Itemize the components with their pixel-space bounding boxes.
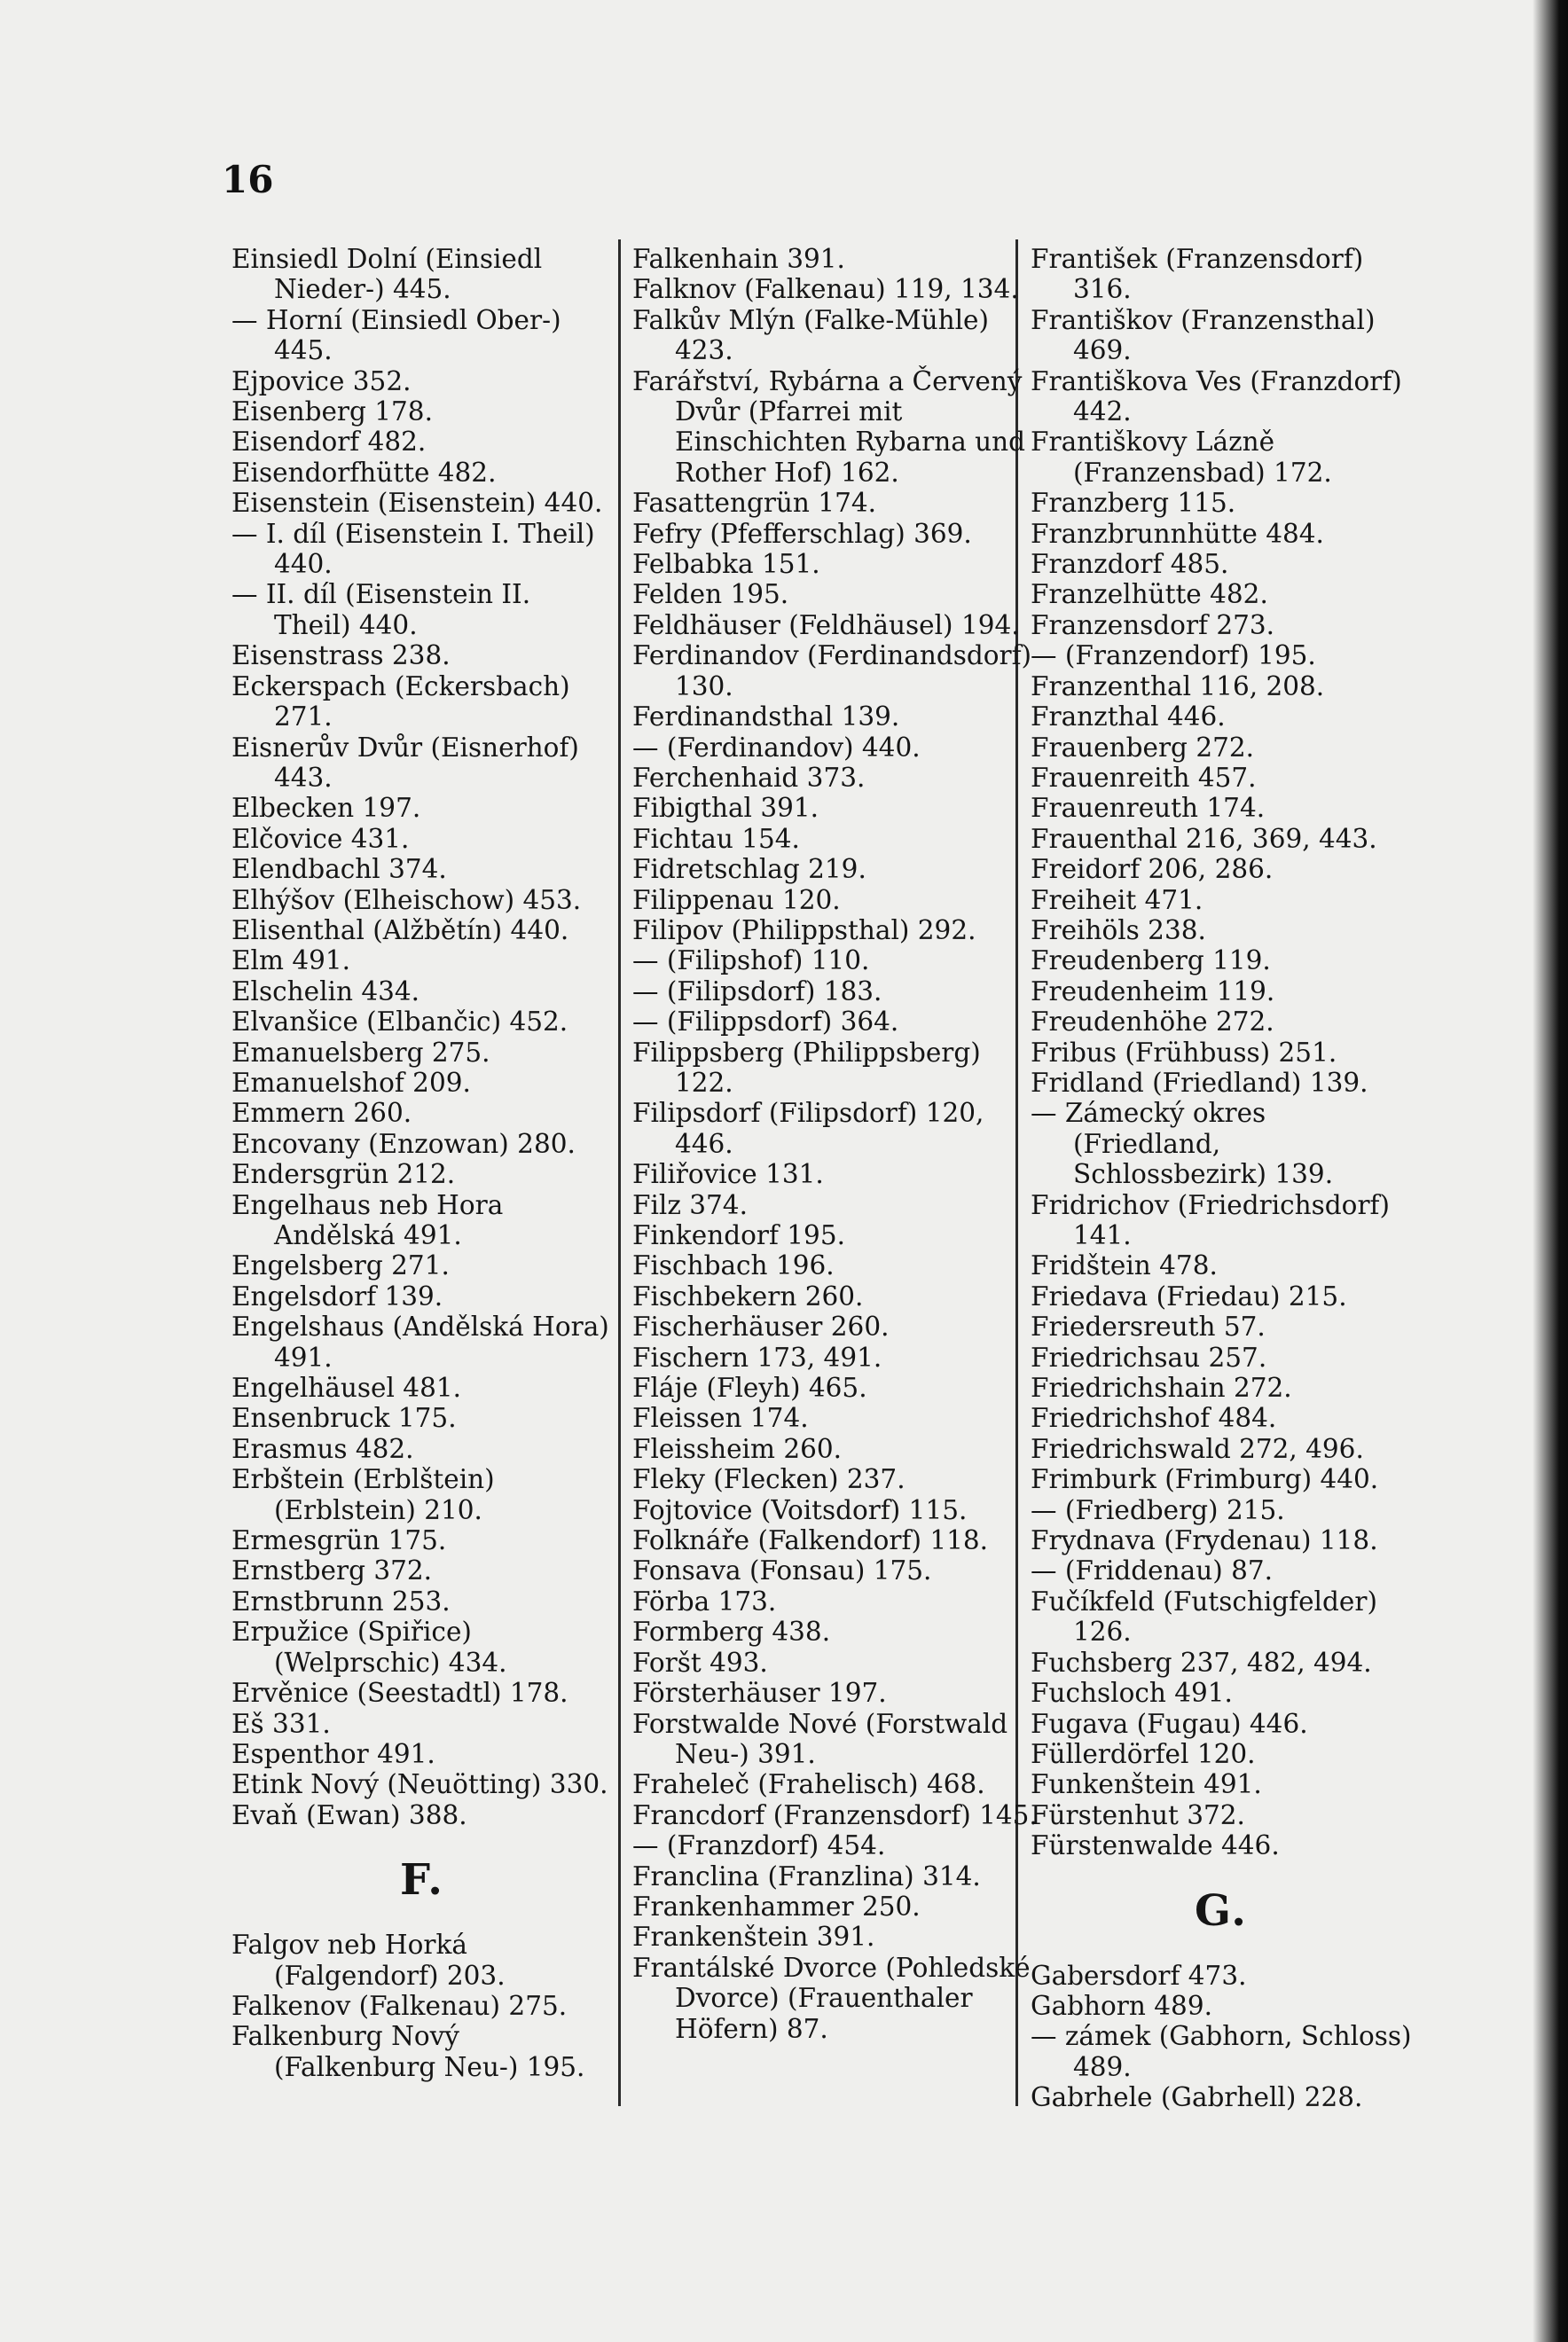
index-entry: Fefry (Pfefferschlag) 369. — [632, 518, 972, 549]
index-entry: Etink Nový (Neuötting) 330. — [231, 1769, 608, 1800]
index-entry: Fischbach 196. — [632, 1250, 835, 1281]
index-entry: Gabersdorf 473. — [1031, 1960, 1247, 1991]
index-entry: Freudenheim 119. — [1031, 975, 1275, 1007]
index-entry: — (Franzendorf) 195. — [1031, 640, 1316, 671]
index-entry: — Zámecký okres (Friedland, Schlossbezirk) 139. — [1031, 1098, 1334, 1190]
index-entry: Ernstbrunn 253. — [231, 1586, 451, 1617]
index-entry: Ervěnice (Seestadtl) 178. — [231, 1678, 568, 1709]
index-entry: Franzberg 115. — [1031, 488, 1236, 519]
index-entry: Eš 331. — [231, 1708, 331, 1739]
index-entry: Frankenštein 391. — [632, 1922, 875, 1953]
index-entry: Förba 173. — [632, 1586, 777, 1617]
index-entry: Freudenhöhe 272. — [1031, 1007, 1274, 1038]
index-entry: Ernstberg 372. — [231, 1555, 433, 1586]
index-entry: Ejpovice 352. — [231, 365, 412, 396]
index-entry: — (Friddenau) 87. — [1031, 1555, 1274, 1586]
index-entry: Friedrichswald 272, 496. — [1031, 1433, 1364, 1464]
index-entry: Espenthor 491. — [231, 1738, 435, 1769]
index-entry: Erbštein (Erblštein) (Erblstein) 210. — [231, 1464, 495, 1525]
index-entry: Emanuelsberg 275. — [231, 1037, 490, 1068]
index-entry: Freidorf 206, 286. — [1031, 854, 1274, 885]
index-entry: — I. díl (Eisenstein I. Theil) 440. — [231, 518, 595, 580]
index-entry: Falknov (Falkenau) 119, 134. — [632, 274, 1019, 305]
index-entry: František (Franzensdorf) 316. — [1031, 244, 1364, 305]
index-entry: Försterhäuser 197. — [632, 1678, 887, 1709]
index-entry: Fonsava (Fonsau) 175. — [632, 1555, 932, 1586]
index-entry: Friedrichsau 257. — [1031, 1342, 1267, 1373]
index-entry: Felden 195. — [632, 579, 789, 610]
section-heading: G. — [1195, 1885, 1248, 1936]
index-entry: Franzbrunnhütte 484. — [1031, 518, 1324, 549]
index-entry: Fuchsloch 491. — [1031, 1678, 1233, 1709]
index-entry: Formberg 438. — [632, 1617, 831, 1648]
page-number: 16 — [222, 158, 274, 201]
index-entry: Franzensdorf 273. — [1031, 609, 1275, 640]
index-entry: Endersgrün 212. — [231, 1159, 456, 1190]
section-heading: F. — [400, 1855, 444, 1906]
index-entry: Fibigthal 391. — [632, 793, 819, 824]
index-entry: — zámek (Gabhorn, Schloss) 489. — [1031, 2021, 1412, 2082]
index-entry: Encovany (Enzowan) 280. — [231, 1128, 576, 1159]
index-entry: Fuchsberg 237, 482, 494. — [1031, 1647, 1372, 1678]
index-entry: Elendbachl 374. — [231, 854, 447, 885]
index-entry: Felbabka 151. — [632, 549, 820, 580]
index-entry: Freiheit 471. — [1031, 884, 1203, 915]
index-entry: Francdorf (Franzensdorf) 145. — [632, 1799, 1038, 1830]
index-entry: Filippsberg (Philippsberg) 122. — [632, 1037, 981, 1098]
index-entry: Eisenstrass 238. — [231, 640, 451, 671]
index-entry: Frauenthal 216, 369, 443. — [1031, 823, 1377, 854]
index-column-right — [1031, 244, 1412, 2113]
index-entry: Fasattengrün 174. — [632, 488, 876, 519]
index-entry: Engelsdorf 139. — [231, 1281, 443, 1312]
index-entry: Eisenberg 178. — [231, 396, 433, 427]
index-entry: Franzdorf 485. — [1031, 549, 1229, 580]
index-entry: Forstwalde Nové (Forstwald Neu-) 391. — [632, 1708, 1008, 1769]
index-entry: Frimburk (Frimburg) 440. — [1031, 1464, 1379, 1495]
index-entry: Einsiedl Dolní (Einsiedl Nieder-) 445. — [231, 244, 543, 305]
index-entry: Engelhäusel 481. — [231, 1373, 461, 1404]
index-entry: Funkenštein 491. — [1031, 1769, 1262, 1800]
index-entry: Fleissen 174. — [632, 1403, 809, 1434]
index-entry: Ferdinandov (Ferdinandsdorf) 130. — [632, 640, 1032, 701]
index-entry: Fraheleč (Frahelisch) 468. — [632, 1769, 985, 1800]
index-entry: Františkovy Lázně (Franzensbad) 172. — [1031, 427, 1332, 488]
index-entry: Emmern 260. — [231, 1098, 412, 1129]
index-entry: Ermesgrün 175. — [231, 1525, 447, 1556]
index-entry: — Horní (Einsiedl Ober-) 445. — [231, 304, 561, 366]
index-entry: Frantálské Dvorce (Pohledské Dvorce) (Frauenthaler Höfern) 87. — [632, 1952, 1031, 2044]
index-entry: Filiřovice 131. — [632, 1159, 824, 1190]
index-entry: Fürstenwalde 446. — [1031, 1830, 1280, 1861]
index-entry: Finkendorf 195. — [632, 1220, 845, 1250]
index-entry: Eckerspach (Eckersbach) 271. — [231, 670, 570, 732]
index-entry: Frauenberg 272. — [1031, 732, 1255, 763]
index-entry: Franzenthal 116, 208. — [1031, 670, 1325, 701]
index-entry: Friedrichshof 484. — [1031, 1403, 1277, 1434]
index-entry: Fugava (Fugau) 446. — [1031, 1708, 1308, 1739]
index-entry: — (Franzdorf) 454. — [632, 1830, 886, 1861]
index-entry: Eisendorf 482. — [231, 427, 427, 458]
index-entry: Filipov (Philippsthal) 292. — [632, 914, 976, 945]
index-entry: Fridrichov (Friedrichsdorf) 141. — [1031, 1189, 1390, 1250]
index-entry: Engelshaus (Andělská Hora) 491. — [231, 1312, 609, 1373]
index-entry: Fribus (Frühbuss) 251. — [1031, 1037, 1337, 1068]
index-column-middle — [632, 244, 1044, 2044]
index-entry: Füllerdörfel 120. — [1031, 1738, 1256, 1769]
index-entry: Gabrhele (Gabrhell) 228. — [1031, 2082, 1363, 2113]
index-entry: Eisnerův Dvůr (Eisnerhof) 443. — [231, 732, 579, 793]
index-entry: Fürstenhut 372. — [1031, 1799, 1245, 1830]
index-entry: — (Friedberg) 215. — [1031, 1494, 1285, 1525]
index-entry: Elčovice 431. — [231, 823, 410, 854]
index-entry: Fischerhäuser 260. — [632, 1312, 890, 1343]
index-entry: Filipsdorf (Filipsdorf) 120, 446. — [632, 1098, 984, 1159]
index-entry: Folknáře (Falkendorf) 118. — [632, 1525, 989, 1556]
index-entry: Fischern 173, 491. — [632, 1342, 882, 1373]
index-entry: Evaň (Ewan) 388. — [231, 1799, 467, 1830]
index-entry: Fleissheim 260. — [632, 1433, 842, 1464]
index-entry: Eisendorfhütte 482. — [231, 457, 497, 488]
index-entry: Friedrichshain 272. — [1031, 1373, 1292, 1404]
index-entry: — (Ferdinandov) 440. — [632, 732, 921, 763]
index-entry: Františkova Ves (Franzdorf) 442. — [1031, 365, 1402, 427]
index-entry: Eisenstein (Eisenstein) 440. — [231, 488, 603, 519]
index-entry: Feldhäuser (Feldhäusel) 194. — [632, 609, 1020, 640]
index-entry: Falgov neb Horká (Falgendorf) 203. — [231, 1930, 506, 1991]
index-entry: Franzelhütte 482. — [1031, 579, 1268, 610]
index-entry: — II. díl (Eisenstein II. Theil) 440. — [231, 579, 531, 640]
index-entry: Fichtau 154. — [632, 823, 800, 854]
index-entry: Fridland (Friedland) 139. — [1031, 1067, 1368, 1098]
index-entry: Ensenbruck 175. — [231, 1403, 457, 1434]
index-entry: Elisenthal (Alžbětín) 440. — [231, 914, 569, 945]
index-entry: Františkov (Franzensthal) 469. — [1031, 304, 1376, 366]
index-entry: Elschelin 434. — [231, 975, 420, 1007]
index-entry: Friedersreuth 57. — [1031, 1312, 1266, 1343]
index-entry: Frydnava (Frydenau) 118. — [1031, 1525, 1378, 1556]
index-entry: Fidretschlag 219. — [632, 854, 866, 885]
index-entry: Elhýšov (Elheischow) 453. — [231, 884, 582, 915]
index-entry: Elbecken 197. — [231, 793, 421, 824]
index-entry: Freihöls 238. — [1031, 914, 1206, 945]
index-entry: Gabhorn 489. — [1031, 1990, 1212, 2021]
index-entry: Foršt 493. — [632, 1647, 768, 1678]
index-column-left — [231, 244, 613, 2082]
index-entry: Franzthal 446. — [1031, 701, 1226, 732]
index-entry: Farářství, Rybárna a Červený Dvůr (Pfarrei mit Einschichten Rybarna und Rother Hof) 162. — [632, 365, 1026, 488]
index-entry: — (Filippsdorf) 364. — [632, 1007, 899, 1038]
index-entry: Falkův Mlýn (Falke-Mühle) 423. — [632, 304, 989, 366]
index-entry: Filippenau 120. — [632, 884, 841, 915]
index-entry: Franclina (Franzlina) 314. — [632, 1860, 981, 1892]
page-edge-shadow — [1533, 0, 1568, 2342]
index-entry: Fleky (Flecken) 237. — [632, 1464, 906, 1495]
index-entry: Fischbekern 260. — [632, 1281, 864, 1312]
index-entry: Filz 374. — [632, 1189, 748, 1220]
index-entry: Falkenov (Falkenau) 275. — [231, 1990, 568, 2021]
index-entry: Erasmus 482. — [231, 1433, 414, 1464]
index-entry: Frauenreuth 174. — [1031, 793, 1266, 824]
index-entry: Fučíkfeld (Futschigfelder) 126. — [1031, 1586, 1377, 1648]
index-entry: Friedava (Friedau) 215. — [1031, 1281, 1347, 1312]
index-entry: Frankenhammer 250. — [632, 1891, 921, 1922]
index-entry: Fláje (Fleyh) 465. — [632, 1373, 867, 1404]
index-entry: — (Filipshof) 110. — [632, 945, 870, 976]
index-entry: Elm 491. — [231, 945, 351, 976]
index-entry: Fojtovice (Voitsdorf) 115. — [632, 1494, 968, 1525]
index-entry: — (Filipsdorf) 183. — [632, 975, 882, 1007]
index-entry: Ferchenhaid 373. — [632, 762, 866, 793]
index-entry: Elvanšice (Elbančic) 452. — [231, 1007, 568, 1038]
index-entry: Erpužice (Spiřice) (Welprschic) 434. — [231, 1617, 507, 1678]
index-entry: Falkenhain 391. — [632, 244, 845, 274]
index-entry: Emanuelshof 209. — [231, 1067, 471, 1098]
column-divider — [618, 239, 621, 2106]
index-entry: Ferdinandsthal 139. — [632, 701, 900, 732]
index-entry: Engelsberg 271. — [231, 1250, 450, 1281]
index-entry: Engelhaus neb Hora Andělská 491. — [231, 1189, 504, 1250]
index-entry: Falkenburg Nový (Falkenburg Neu-) 195. — [231, 2021, 585, 2082]
index-entry: Freudenberg 119. — [1031, 945, 1271, 976]
index-entry: Fridštein 478. — [1031, 1250, 1218, 1281]
index-entry: Frauenreith 457. — [1031, 762, 1257, 793]
